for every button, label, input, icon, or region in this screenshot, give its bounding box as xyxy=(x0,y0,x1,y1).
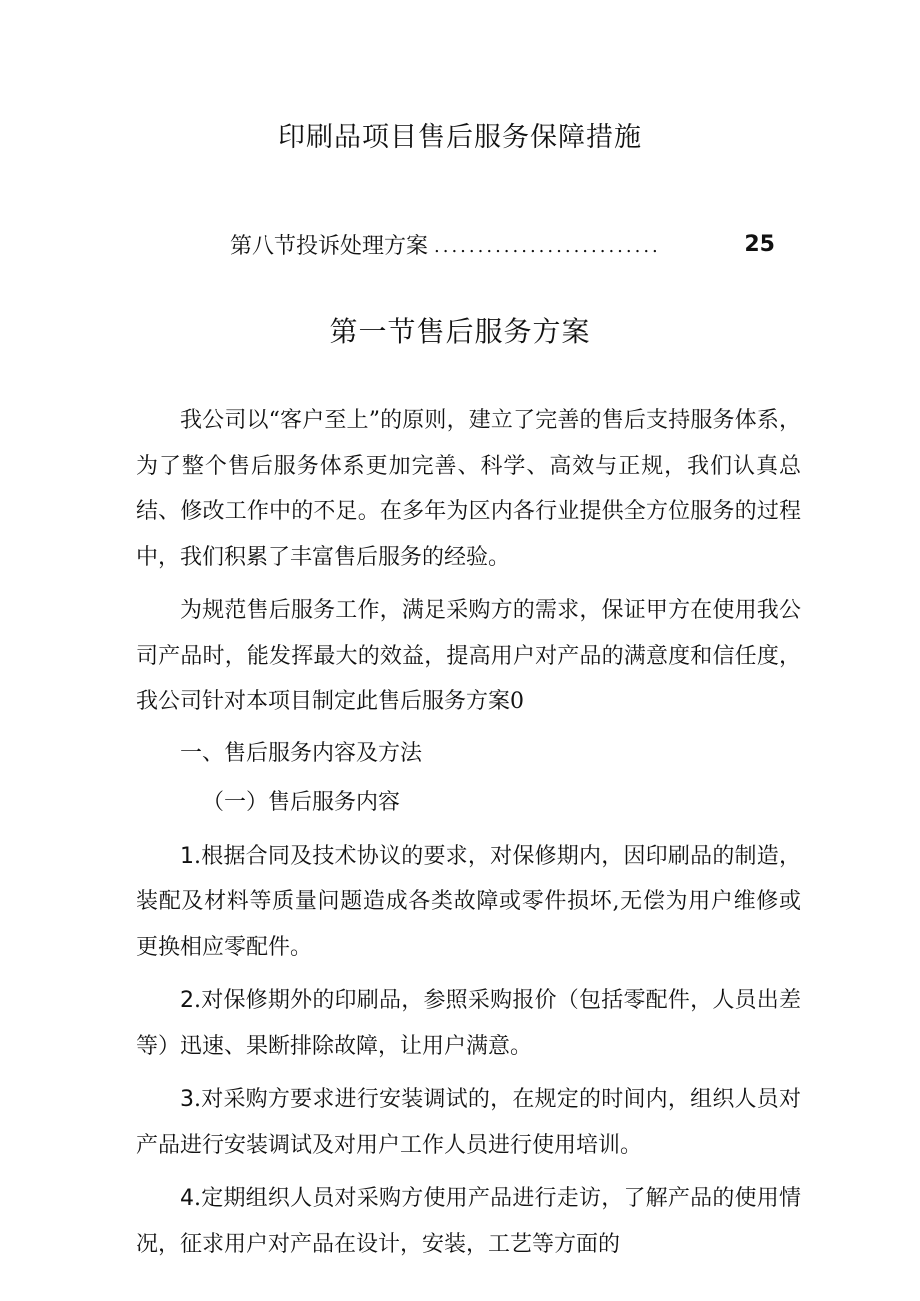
heading-level-2: （一）售后服务内容 xyxy=(202,790,401,815)
list-item-number: 3 xyxy=(180,1087,194,1112)
list-item xyxy=(136,1077,801,1168)
list-item xyxy=(136,978,801,1069)
list-item-text: .根据合同及技术协议的要求，对保修期内，因印刷品的制造，装配及材料等质量问题造成各类故障或零件损坏,无偿为用户维修或更换相应零配件。 xyxy=(136,843,801,960)
toc-page-number: 25 xyxy=(744,231,775,257)
list-item xyxy=(136,1176,801,1267)
paragraph: 我公司以“客户至上”的原则，建立了完善的售后支持服务体系，为了整个售后服务体系更加完善、科学、高效与正规，我们认真总结、修改工作中的不足。在多年为区内各行业提供全方位服务的过程中，我们积累了丰富售后服务的经验。 xyxy=(136,408,801,570)
document-body xyxy=(136,398,801,1267)
list-item-text: .对采购方要求进行安装调试的，在规定的时间内，组织人员对产品进行安装调试及对用户工作人员进行使用培训。 xyxy=(136,1087,801,1158)
list-item xyxy=(136,834,801,971)
list-item-number: 4 xyxy=(180,1186,194,1211)
section-title: 第一节售后服务方案 xyxy=(329,315,591,348)
heading-level-1: 一、售后服务内容及方法 xyxy=(180,740,423,766)
toc-entry[interactable] xyxy=(230,226,775,262)
document-title: 印刷品项目售后服务保障措施 xyxy=(278,122,642,153)
toc-entry-label: 第八节投诉处理方案 xyxy=(230,233,429,259)
paragraph: 为规范售后服务工作，满足采购方的需求，保证甲方在使用我公司产品时，能发挥最大的效益，提高用户对产品的满意度和信任度，我公司针对本项目制定此售后服务方案0 xyxy=(136,598,801,714)
list-item-number: 2 xyxy=(180,988,194,1013)
list-item-text: .定期组织人员对采购方使用产品进行走访，了解产品的使用情况，征求用户对产品在设计，安装，工艺等方面的 xyxy=(136,1186,801,1257)
list-item-number: 1 xyxy=(180,843,194,869)
list-item-text: .对保修期外的印刷品，参照采购报价（包括零配件，人员出差等）迅速、果断排除故障，让用户满意。 xyxy=(136,988,801,1059)
toc-leader-dots: .......................... xyxy=(434,235,661,257)
